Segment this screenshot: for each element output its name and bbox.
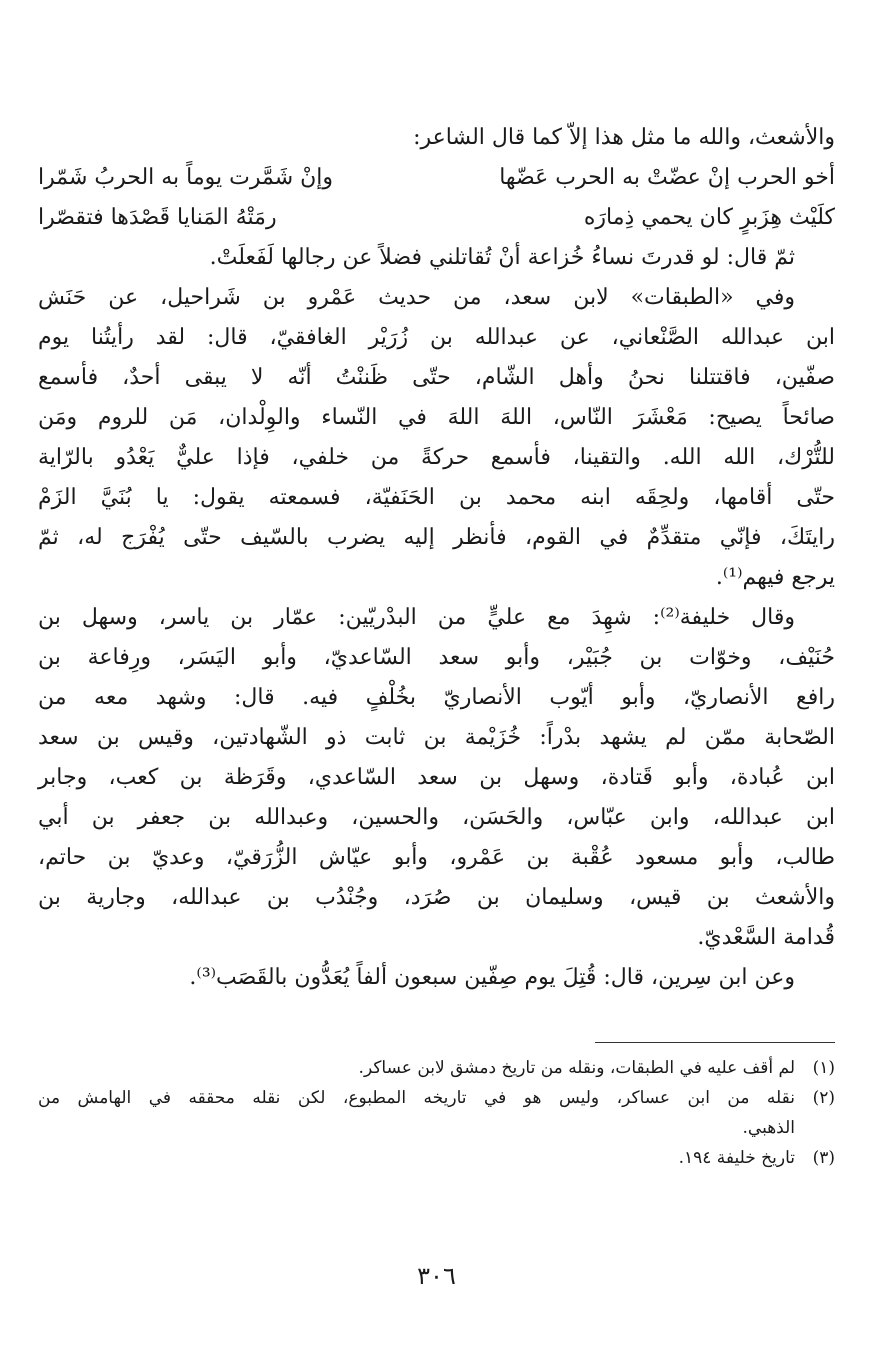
text-line: طالب، وأبو مسعود عُقْبة بن عَمْرو، وأبو عيّاش الزُّرَقيّ، وعديّ بن حاتم، <box>38 845 835 870</box>
text-line: والأشعث، والله ما مثل هذا إلاّ كما قال الشاعر: <box>413 125 835 150</box>
text-line: رافع الأنصاريّ، وأبو أيّوب الأنصاريّ بخُلْفٍ فيه. قال: وشهد معه من <box>38 685 835 710</box>
poem-hemistich: رمَتْهُ المَنايا قَصْدَها فتقصّرا <box>38 205 277 230</box>
text-line: والأشعث بن قيس، وسليمان بن صُرَد، وجُنْدُب بن عبدالله، وجارية بن <box>38 885 835 910</box>
footnote-text: تاريخ خليفة ١٩٤. <box>678 1148 795 1168</box>
footnote <box>38 1143 835 1173</box>
text-line: ابن عبدالله، وابن عبّاس، والحَسَن، والحسين، وعبدالله بن جعفر بن أبي <box>38 805 835 830</box>
poem-verse-1 <box>38 158 835 198</box>
text-line: وعن ابن سِرين، قال: قُتِلَ يوم صِفّين سبعون ألفاً يُعَدُّون بالقَصَب⁽³⁾. <box>189 965 795 990</box>
text-line: ابن عبدالله الصَّنْعاني، عن عبدالله بن زُرَيْر الغافقيّ، قال: لقد رأيتُنا يوم <box>38 325 835 350</box>
text-line: وقال خليفة⁽²⁾: شهِدَ مع عليٍّ من البدْريّين: عمّار بن ياسر، وسهل بن <box>38 605 796 630</box>
page-number: ٣٠٦ <box>417 1262 456 1290</box>
text-line: ثمّ قال: لو قدرتَ نساءُ خُزاعة أنْ تُقاتلني فضلاً عن رجالها لَفَعلَتْ. <box>209 245 795 270</box>
poem-hemistich: كلَيْث هِزَبرٍ كان يحمي ذِمارَه <box>583 205 835 230</box>
poem-hemistich: وإنْ شَمَّرت يوماً به الحربُ شَمّرا <box>38 165 334 190</box>
poem-hemistich: أخو الحرب إنْ عضّتْ به الحرب عَضّها <box>499 165 835 190</box>
text-line: وفي «الطبقات» لابن سعد، من حديث عَمْرو بن شَراحيل، عن حَنَش <box>38 285 795 310</box>
footnote-number: (٢) <box>812 1088 835 1108</box>
text-line: قُدامة السَّعْديّ. <box>697 925 835 950</box>
text-line: الصّحابة ممّن لم يشهد بدْراً: خُزَيْمة بن ثابت ذو الشّهادتين، وقيس بن سعد <box>38 725 835 750</box>
footnote-separator <box>595 1042 835 1043</box>
text-line: يرجع فيهم⁽¹⁾. <box>715 565 835 590</box>
footnote <box>38 1083 835 1143</box>
footnote-number: (٣) <box>812 1148 835 1168</box>
footnote-text: نقله من ابن عساكر، وليس هو في تاريخه المطبوع، لكن نقله محققه في الهامش من <box>38 1088 795 1108</box>
text-line: للتُّرْك، الله الله. والتقينا، فأسمع حركةً من خلفي، فإذا عليٌّ يَعْدُو بالرّاية <box>38 445 835 470</box>
footnote <box>38 1053 835 1083</box>
text-line: حُنَيْف، وخوّات بن جُبَيْر، وأبو سعد السّاعديّ، وأبو اليَسَر، ورِفاعة بن <box>38 645 836 670</box>
text-line: ابن عُبادة، وأبو قَتادة، وسهل بن سعد السّاعدي، وقَرَظة بن كعب، وجابر <box>38 765 835 790</box>
footnote-text: الذهبي. <box>742 1118 795 1138</box>
text-line: صائحاً يصيح: مَعْشَرَ النّاس، اللهَ اللهَ في النّساء والوِلْدان، مَن للروم ومَن <box>38 405 835 430</box>
footnote-text: لم أقف عليه في الطبقات، ونقله من تاريخ دمشق لابن عساكر. <box>358 1058 795 1078</box>
text-line: صفّين، فاقتتلنا نحنُ وأهل الشّام، حتّى ظَننْتُ أنّه لا يبقى أحدٌ، فأسمع <box>38 365 835 390</box>
page-body <box>38 118 835 1173</box>
text-line: حتّى أقامها، ولحِقَه ابنه محمد بن الحَنَفيّة، فسمعته يقول: يا بُنَيَّ الزَمْ <box>38 485 835 510</box>
footnote-number: (١) <box>812 1058 835 1078</box>
poem-verse-2 <box>38 198 835 238</box>
text-line: رايتَكَ، فإنّي متقدِّمٌ في القوم، فأنظر إليه يضرب بالسّيف حتّى يُفْرَج له، ثمّ <box>38 525 835 550</box>
